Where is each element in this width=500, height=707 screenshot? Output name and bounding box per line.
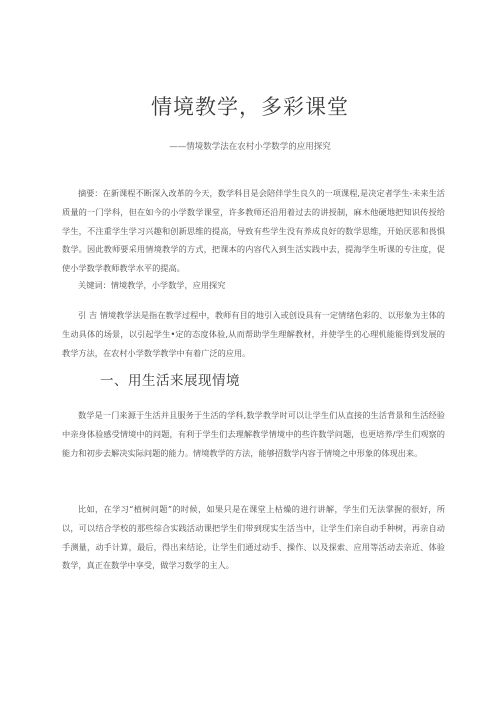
document-subtitle: ——情境数学法在农村小学数学的应用探究 <box>169 142 331 152</box>
abstract-paragraph: 摘要：在新课程不断深入改革的今天，数学科目是会陪伴学生良久的一项课程,是决定者学生-未来生活质量的一门学科，但在如今的小学数学课堂，许多教师还沿用着过去的讲授制，麻木他硬地把知识传授给学生，不注重学生学习兴趣和创新思维的提高，导致有些学生没有养成良好的数学思维，开始厌恶和畏惧数学。因此教师要采用情境教学的方式，把课本的内容代入到生活实践中去，提海学生听课的专注度，促使小学数学教师教学水平的提高。 <box>62 188 445 274</box>
intro-paragraph: 引 吉 情境教学法是指在教学过程中，教师有目的地引入或创设具有一定情绪色彩的、以形象为主体的生动具体的场景，以引起学生•定的态度体验,从而帮助学生理解教材，并使学生的心理机能能得到发展的教学方法，在农村小学数学教学中有着广泛的应用。 <box>62 310 445 358</box>
section-heading: 一、用生活来展现情境 <box>100 373 240 389</box>
document-title: 情境教学，多彩课堂 <box>151 95 349 119</box>
section-paragraph-1: 数学是一门来源于生活并且服务于生活的学科,数学教学时可以让学生们从直接的生活背景和生活经验中亲身体验感受情境中的问题，有利于学生们去理解教学情境中的些许数学问题，也更培养/学生们观察的能力和初步去解决实际问题的能力。情境教学的方法，能够招数学内容于情境之中形象的体现出来。 <box>62 410 445 458</box>
keywords-paragraph: 关键词：情境教学，小学数学，应用探究 <box>78 280 226 290</box>
section-paragraph-2: 比如，在学习“植树问题”的时候，如果只是在课堂上枯燥的进行讲解，学生们无法掌握的很好，所以，可以结合学校的那些综合实践活动课把学生们带到现实生活当中，让学生们亲自动手种树，再亲自动手测量，动手计算，最后，得出来结论，让学生们通过动手、操作、以及探索、应用等活动去亲近、体验数学，真正在数学中享受，做学习数学的主人。 <box>62 504 445 571</box>
